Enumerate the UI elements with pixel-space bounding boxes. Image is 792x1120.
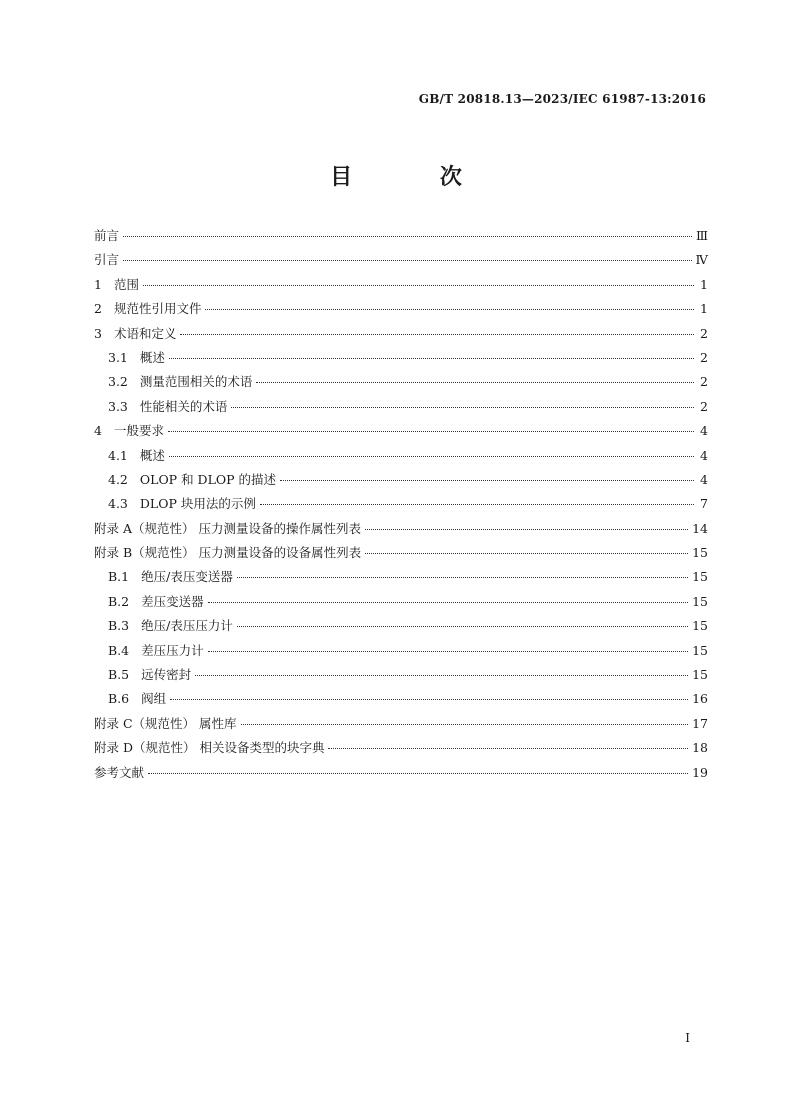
toc-entry-page: 19 — [692, 764, 708, 780]
toc-entry-label — [94, 299, 201, 317]
toc-dot-leader — [260, 494, 694, 508]
toc-entry-label — [108, 689, 166, 707]
toc-entry-label — [94, 738, 324, 756]
toc-entry-number: B.2 — [108, 593, 130, 609]
toc-entry[interactable] — [94, 324, 708, 348]
toc-entry[interactable] — [94, 641, 708, 665]
toc-entry-label — [108, 470, 276, 488]
toc-entry-number: 2 — [94, 301, 102, 317]
toc-dot-leader — [180, 324, 694, 338]
toc-entry-page: Ⅳ — [695, 252, 708, 268]
toc-entry-label — [94, 275, 139, 293]
toc-entry-number: B.1 — [108, 569, 130, 585]
toc-entry-page: 1 — [700, 301, 708, 317]
toc-entry-title: 绝压/表压压力计 — [141, 618, 233, 634]
toc-entry[interactable] — [94, 494, 708, 518]
toc-entry-page: 15 — [692, 667, 708, 683]
standard-number-header: GB/T 20818.13—2023/IEC 61987-13:2016 — [418, 92, 706, 106]
toc-entry-label — [94, 226, 119, 244]
toc-entry[interactable] — [94, 689, 708, 713]
toc-entry-title: 差压压力计 — [141, 642, 204, 658]
toc-dot-leader — [148, 763, 688, 777]
toc-entry[interactable] — [94, 421, 708, 445]
toc-entry-page: 2 — [700, 374, 708, 390]
toc-entry-page: 4 — [700, 471, 708, 487]
toc-dot-leader — [208, 641, 688, 655]
toc-entry[interactable] — [94, 372, 708, 396]
toc-entry-title: 附录 D（规范性） 相关设备类型的块字典 — [94, 740, 325, 756]
toc-entry-title: 测量范围相关的术语 — [139, 374, 253, 390]
toc-entry-title: 规范性引用文件 — [113, 301, 202, 317]
toc-dot-leader — [208, 592, 688, 606]
toc-dot-leader — [169, 348, 694, 362]
toc-entry-title: OLOP 和 DLOP 的描述 — [139, 471, 276, 487]
toc-entry-title: 前言 — [94, 228, 120, 243]
toc-entry-label — [108, 446, 165, 464]
toc-entry-label — [94, 324, 176, 342]
toc-entry-number: 4.2 — [108, 471, 128, 487]
toc-entry-label — [108, 397, 227, 415]
toc-entry-title: 阀组 — [141, 691, 167, 707]
toc-entry[interactable] — [94, 714, 708, 738]
toc-entry-number: 1 — [94, 276, 102, 292]
table-of-contents — [94, 226, 708, 787]
toc-entry[interactable] — [94, 567, 708, 591]
toc-entry-label — [94, 519, 361, 537]
toc-entry-label — [108, 567, 233, 585]
toc-dot-leader — [143, 275, 694, 289]
toc-dot-leader — [365, 543, 688, 557]
toc-dot-leader — [205, 299, 694, 313]
toc-dot-leader — [123, 250, 691, 264]
toc-entry-page: 15 — [692, 642, 708, 658]
toc-entry-title: 附录 C（规范性） 属性库 — [94, 715, 237, 731]
toc-entry-page: 2 — [700, 349, 708, 365]
toc-entry-label — [108, 592, 204, 610]
toc-entry-title: 引言 — [94, 252, 120, 268]
toc-entry-number: 3.2 — [108, 374, 128, 390]
toc-dot-leader — [328, 738, 688, 752]
toc-entry[interactable] — [94, 275, 708, 299]
toc-entry-label — [94, 714, 237, 732]
toc-entry[interactable] — [94, 250, 708, 274]
toc-entry-page: 2 — [700, 325, 708, 341]
toc-entry[interactable] — [94, 543, 708, 567]
toc-entry-label — [108, 641, 204, 659]
toc-entry-label — [108, 348, 165, 366]
toc-entry-page: 14 — [692, 520, 708, 536]
toc-entry-label — [94, 421, 164, 439]
page-number: I — [685, 1031, 690, 1045]
toc-entry-page: 15 — [692, 545, 708, 561]
toc-entry[interactable] — [94, 616, 708, 640]
toc-entry-label — [108, 665, 191, 683]
toc-entry-title: 概述 — [139, 349, 165, 365]
toc-entry-label — [94, 250, 119, 268]
toc-entry-label — [108, 616, 233, 634]
toc-entry-title: 差压变送器 — [141, 593, 204, 609]
toc-entry-number: 3.1 — [108, 349, 128, 365]
toc-entry-label — [94, 763, 144, 781]
toc-entry-number: B.4 — [108, 642, 130, 658]
toc-entry-label — [108, 494, 256, 512]
toc-entry-number: B.3 — [108, 618, 130, 634]
toc-entry-title: 范围 — [113, 276, 139, 292]
toc-entry-page: 17 — [692, 715, 708, 731]
toc-entry-number: B.5 — [108, 667, 130, 683]
toc-entry[interactable] — [94, 470, 708, 494]
toc-entry-number: 3.3 — [108, 398, 128, 414]
page-title: 目 次 — [330, 164, 502, 190]
toc-dot-leader — [256, 372, 694, 386]
toc-entry-page: 15 — [692, 618, 708, 634]
toc-entry[interactable] — [94, 519, 708, 543]
toc-entry[interactable] — [94, 348, 708, 372]
toc-dot-leader — [280, 470, 694, 484]
toc-dot-leader — [123, 226, 692, 240]
toc-entry-page: 4 — [700, 447, 708, 463]
toc-entry-title: 概述 — [139, 447, 165, 463]
toc-entry-number: B.6 — [108, 691, 130, 707]
toc-entry-title: 附录 B（规范性） 压力测量设备的设备属性列表 — [94, 545, 362, 561]
toc-entry-number: 4.3 — [108, 496, 128, 512]
toc-entry-page: 18 — [692, 740, 708, 756]
toc-dot-leader — [231, 397, 694, 411]
toc-entry-title: 附录 A（规范性） 压力测量设备的操作属性列表 — [94, 520, 361, 536]
toc-entry-page: 2 — [700, 398, 708, 414]
toc-entry-page: 7 — [700, 496, 708, 512]
toc-entry-title: 一般要求 — [113, 423, 164, 439]
toc-entry[interactable] — [94, 397, 708, 421]
toc-entry[interactable] — [94, 299, 708, 323]
toc-dot-leader — [169, 446, 694, 460]
toc-dot-leader — [195, 665, 688, 679]
toc-dot-leader — [237, 567, 688, 581]
toc-entry-title: DLOP 块用法的示例 — [139, 496, 256, 512]
toc-entry-page: 15 — [692, 569, 708, 585]
toc-entry[interactable] — [94, 446, 708, 470]
toc-entry-title: 参考文献 — [94, 764, 145, 780]
toc-entry[interactable] — [94, 665, 708, 689]
toc-dot-leader — [241, 714, 689, 728]
toc-entry-label — [94, 543, 361, 561]
toc-entry-page: 15 — [692, 593, 708, 609]
toc-entry-title: 远传密封 — [141, 667, 192, 683]
toc-dot-leader — [168, 421, 694, 435]
toc-entry-number: 4.1 — [108, 447, 128, 463]
toc-entry-number: 4 — [94, 423, 102, 439]
toc-entry[interactable] — [94, 226, 708, 250]
toc-dot-leader — [237, 616, 688, 630]
toc-entry-page: Ⅲ — [695, 228, 708, 243]
toc-entry[interactable] — [94, 738, 708, 762]
toc-entry[interactable] — [94, 592, 708, 616]
toc-entry[interactable] — [94, 763, 708, 787]
toc-entry-title: 绝压/表压变送器 — [141, 569, 233, 585]
toc-entry-title: 性能相关的术语 — [139, 398, 228, 414]
toc-entry-title: 术语和定义 — [113, 325, 177, 341]
toc-entry-label — [108, 372, 252, 390]
toc-entry-page: 4 — [700, 423, 708, 439]
toc-dot-leader — [365, 519, 688, 533]
toc-dot-leader — [170, 689, 688, 703]
toc-entry-page: 16 — [692, 691, 708, 707]
toc-entry-number: 3 — [94, 325, 102, 341]
toc-entry-page: 1 — [700, 276, 708, 292]
